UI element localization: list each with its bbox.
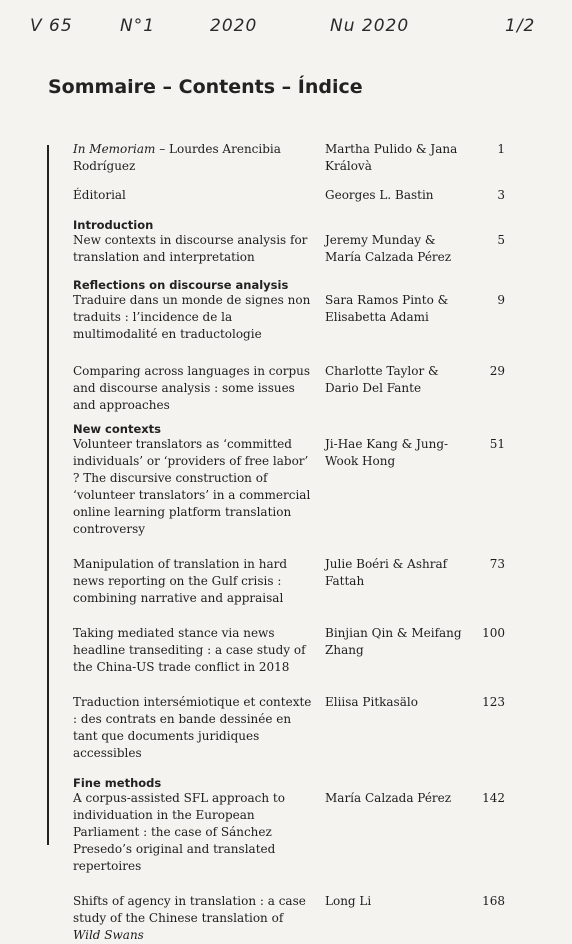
entry-authors: Long Li [325, 894, 372, 908]
entry-title: Éditorial [73, 188, 126, 202]
shifts-title-italic: Wild Swans [73, 928, 144, 942]
entry-authors: Ji-Hae Kang & Jung-Wook Hong [325, 437, 449, 468]
section-heading-introduction: Introduction [73, 218, 154, 232]
entry-authors: Martha Pulido & Jana Královà [325, 142, 458, 173]
memoriam-rest: – Lourdes Arencibia Rodríguez [73, 142, 281, 173]
entry-title: Traduire dans un monde de signes non traduits : l’incidence de la multimodalité en traductologie [73, 293, 311, 341]
entry-title: Volunteer translators as ‘committed individuals’ or ‘providers of free labor’ ? The discursive construction of ‘volunteer translators’ in a commercial online learning platform translation controversy [73, 437, 311, 536]
toc-entry-editorial[interactable] [73, 187, 509, 204]
entry-title: New contexts in discourse analysis for translation and interpretation [73, 233, 308, 264]
toc-entry-comparing[interactable] [73, 363, 509, 414]
entry-authors: Binjian Qin & Meifang Zhang [325, 626, 462, 657]
entry-page: 1 [497, 142, 505, 156]
toc-entry-memoriam[interactable] [73, 141, 509, 175]
entry-authors: Julie Boéri & Ashraf Fattah [325, 557, 448, 588]
entry-authors: Sara Ramos Pinto & Elisabetta Adami [325, 293, 449, 324]
entry-page: 51 [489, 437, 505, 451]
entry-page: 29 [489, 364, 505, 378]
entry-title: A corpus-assisted SFL approach to individuation in the European Parliament : the case of Sánchez Presedo’s original and translated repertoires [73, 791, 285, 873]
entry-authors: María Calzada Pérez [325, 791, 452, 805]
handwritten-part: 1/2 [505, 16, 536, 36]
page-title: Sommaire – Contents – Índice [48, 76, 363, 98]
handwritten-year: 2020 [210, 16, 258, 36]
entry-page: 73 [489, 557, 505, 571]
shifts-title-text: Shifts of agency in translation : a case study of the Chinese translation of [73, 894, 306, 925]
entry-authors: Jeremy Munday & María Calzada Pérez [325, 233, 452, 264]
handwritten-notes [0, 6, 572, 40]
toc-entry-traduire[interactable] [73, 292, 509, 343]
vertical-rule [47, 145, 49, 845]
section-heading-new-contexts: New contexts [73, 422, 162, 436]
memoriam-italic: In Memoriam [73, 142, 156, 156]
entry-title: Manipulation of translation in hard news reporting on the Gulf crisis : combining narrative and appraisal [73, 557, 288, 605]
handwritten-number: N°1 [120, 16, 156, 36]
entry-authors: Georges L. Bastin [325, 188, 434, 202]
entry-page: 5 [497, 233, 505, 247]
entry-page: 142 [482, 791, 505, 805]
entry-authors: Charlotte Taylor & Dario Del Fante [325, 364, 439, 395]
handwritten-note: Nu 2020 [330, 16, 410, 36]
toc-entry-corpus[interactable] [73, 790, 509, 875]
entry-title [73, 141, 313, 175]
section-heading-fine-methods: Fine methods [73, 776, 162, 790]
handwritten-volume: V 65 [30, 16, 73, 36]
entry-authors: Eliisa Pitkasälo [325, 695, 418, 709]
toc-entry-stance[interactable] [73, 625, 509, 676]
toc-entry-manipulation[interactable] [73, 556, 509, 607]
toc-entry-volunteer[interactable] [73, 436, 509, 538]
table-of-contents [73, 141, 509, 944]
entry-page: 3 [497, 188, 505, 202]
entry-title: Traduction intersémiotique et contexte : des contrats en bande dessinée en tant que documents juridiques accessibles [73, 695, 312, 760]
entry-page: 9 [497, 293, 505, 307]
toc-entry-intersemio[interactable] [73, 694, 509, 762]
entry-title [73, 893, 313, 944]
entry-page: 168 [482, 894, 505, 908]
section-heading-reflections: Reflections on discourse analysis [73, 278, 289, 292]
entry-page: 123 [482, 695, 505, 709]
toc-entry-intro[interactable] [73, 232, 509, 266]
entry-title: Comparing across languages in corpus and discourse analysis : some issues and approaches [73, 364, 311, 412]
entry-page: 100 [482, 626, 505, 640]
toc-entry-shifts[interactable] [73, 893, 509, 944]
entry-title: Taking mediated stance via news headline transediting : a case study of the China-US trade conflict in 2018 [73, 626, 306, 674]
